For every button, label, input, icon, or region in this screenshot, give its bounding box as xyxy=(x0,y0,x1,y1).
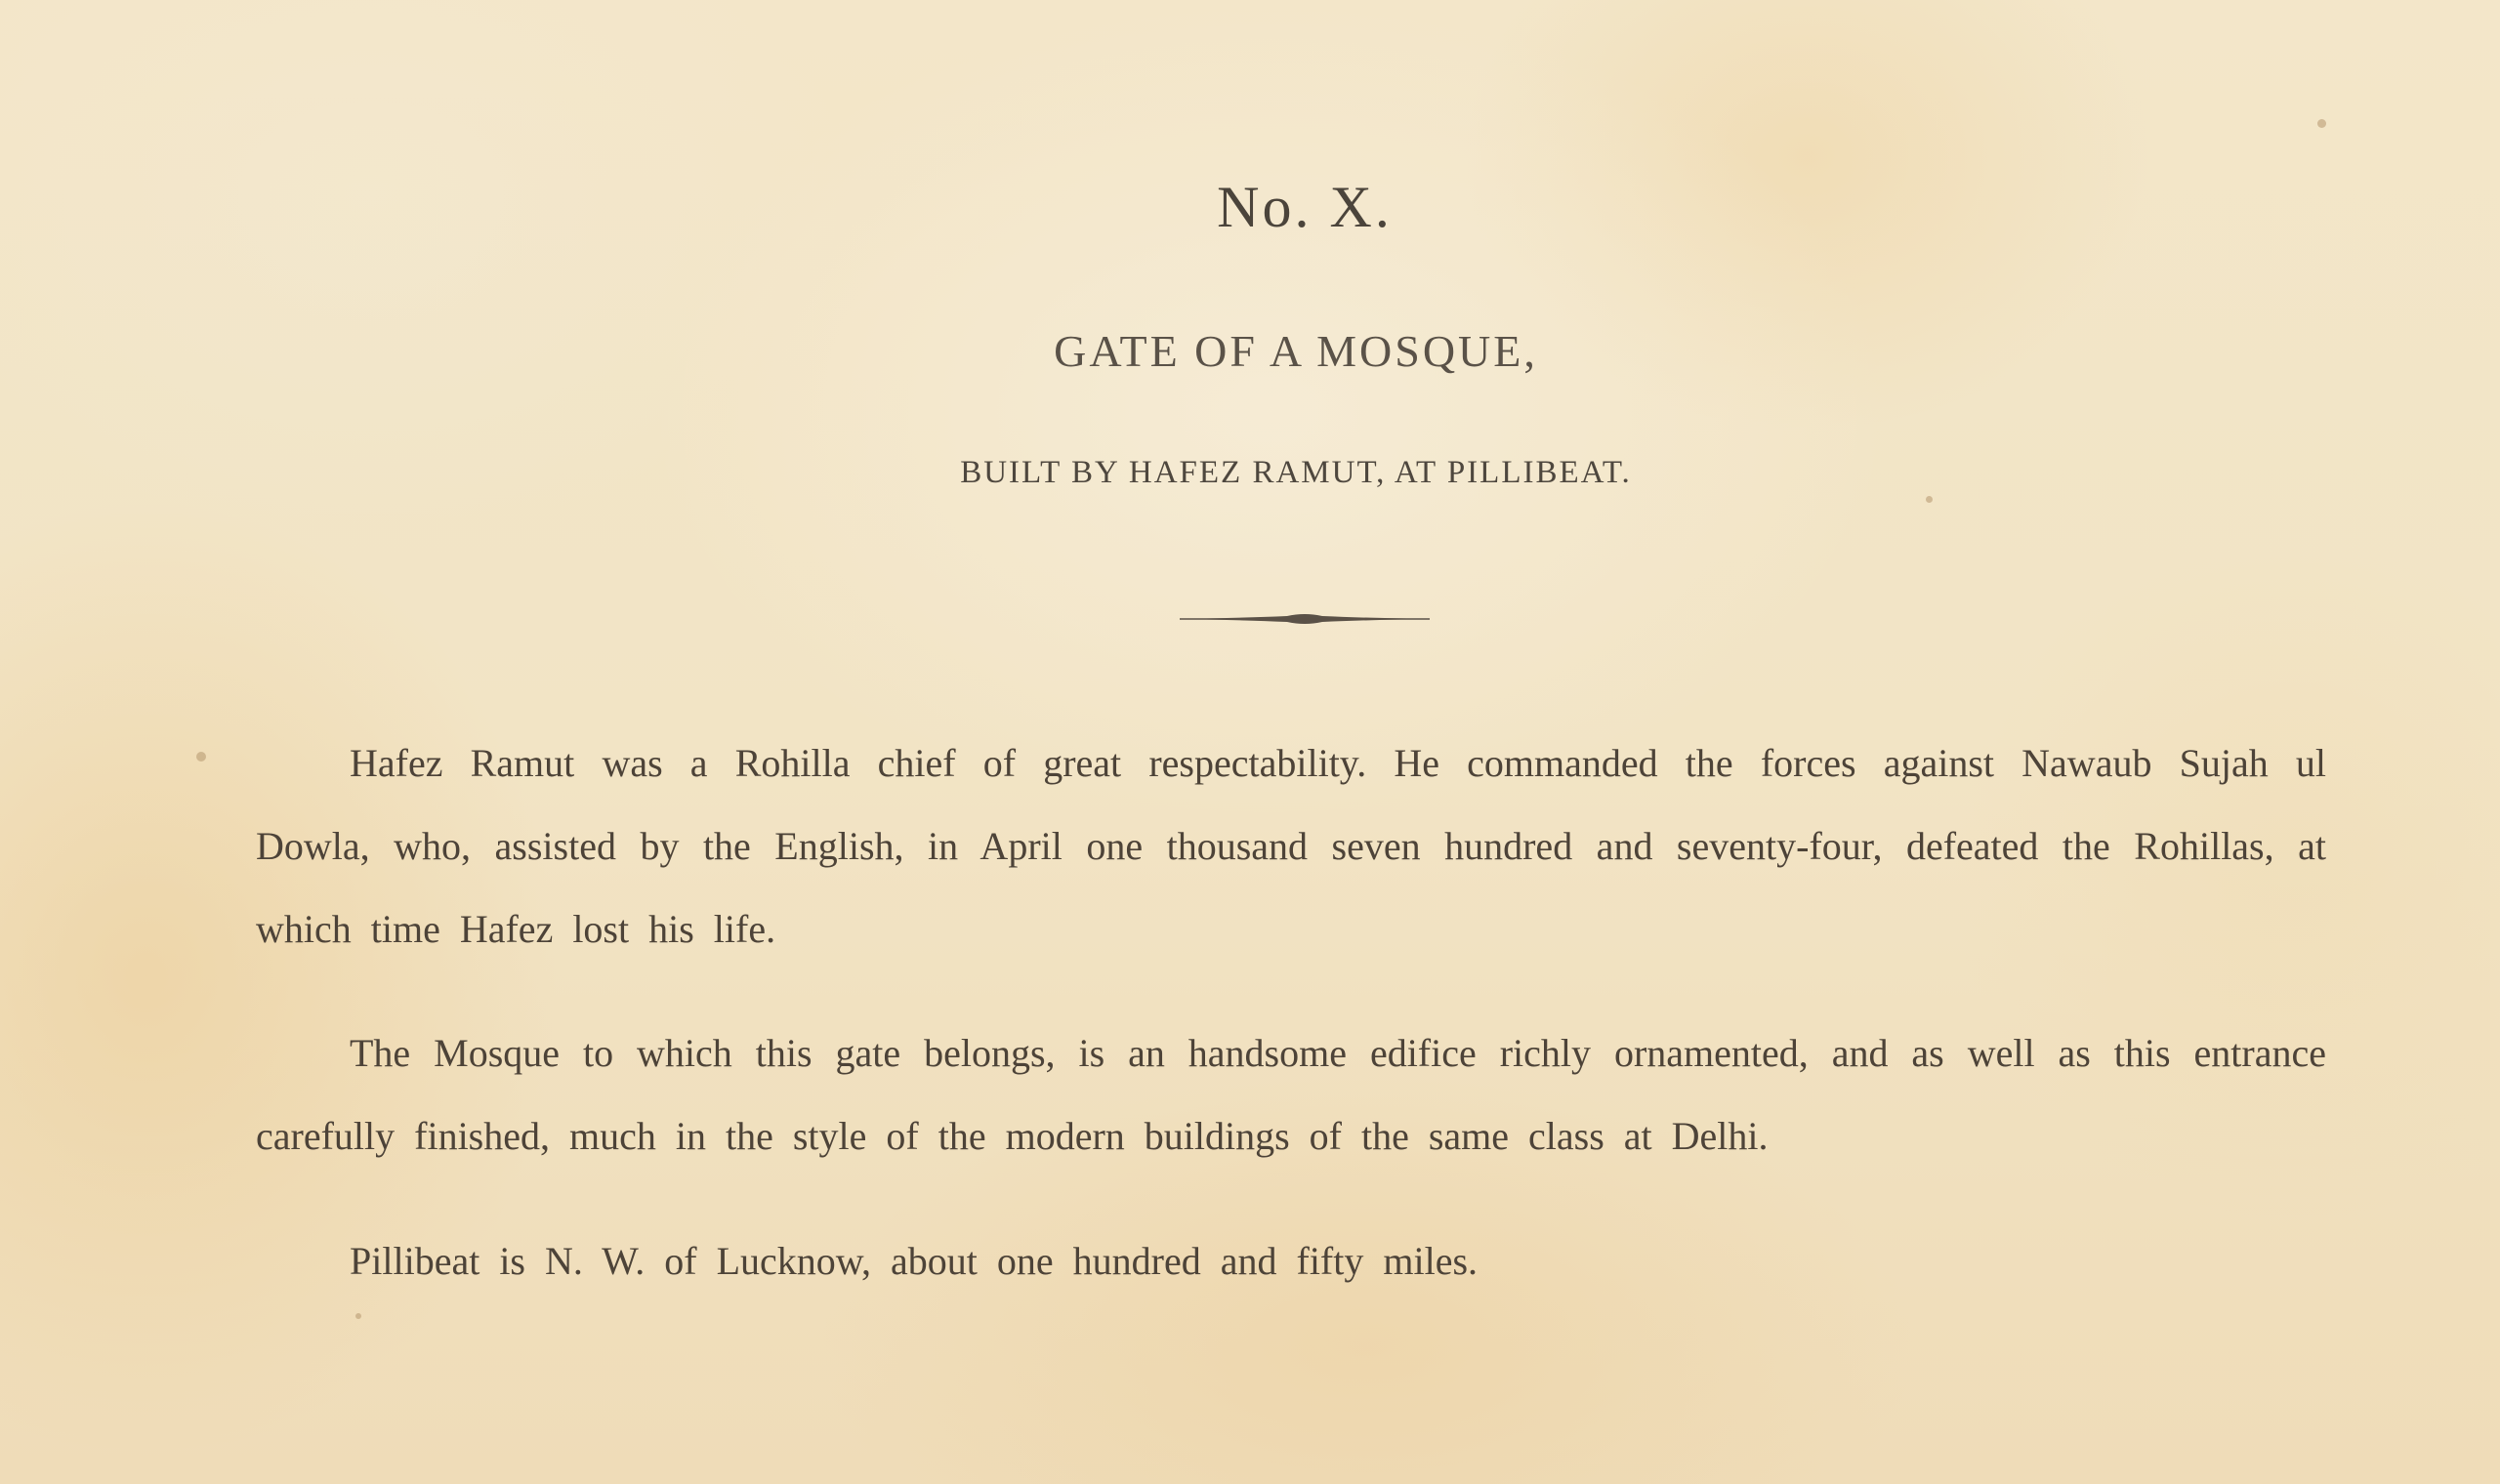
paragraph-1 xyxy=(256,721,2326,970)
ornamental-rule-icon xyxy=(1180,609,1430,629)
plate-number: No. X. xyxy=(1217,175,1393,239)
page-title: GATE OF A MOSQUE, xyxy=(1054,326,1538,376)
paragraph-2-text: The Mosque to which this gate belongs, is an handsome edifice richly ornamented, and as well as this entrance carefully finished, much in the style of the modern buildings of the same class at Delhi. xyxy=(256,1031,2326,1158)
paper-speck xyxy=(355,1313,361,1319)
paper-speck xyxy=(2317,119,2326,128)
paragraph-3 xyxy=(256,1219,2326,1302)
paper-speck xyxy=(196,752,206,762)
paragraph-1-text: Hafez Ramut was a Rohilla chief of great respectability. He commanded the forces against Nawaub Sujah ul Dowla, who, assisted by the English, in April one thousand seven hundred and seventy-four, defeated the Rohillas, at which time Hafez lost his life. xyxy=(256,741,2326,951)
paragraph-2 xyxy=(256,1011,2326,1177)
paragraph-3-text: Pillibeat is N. W. of Lucknow, about one hundred and fifty miles. xyxy=(350,1239,1479,1283)
paper-speck xyxy=(1926,496,1933,503)
page-subtitle: BUILT BY HAFEZ RAMUT, AT PILLIBEAT. xyxy=(960,455,1632,490)
